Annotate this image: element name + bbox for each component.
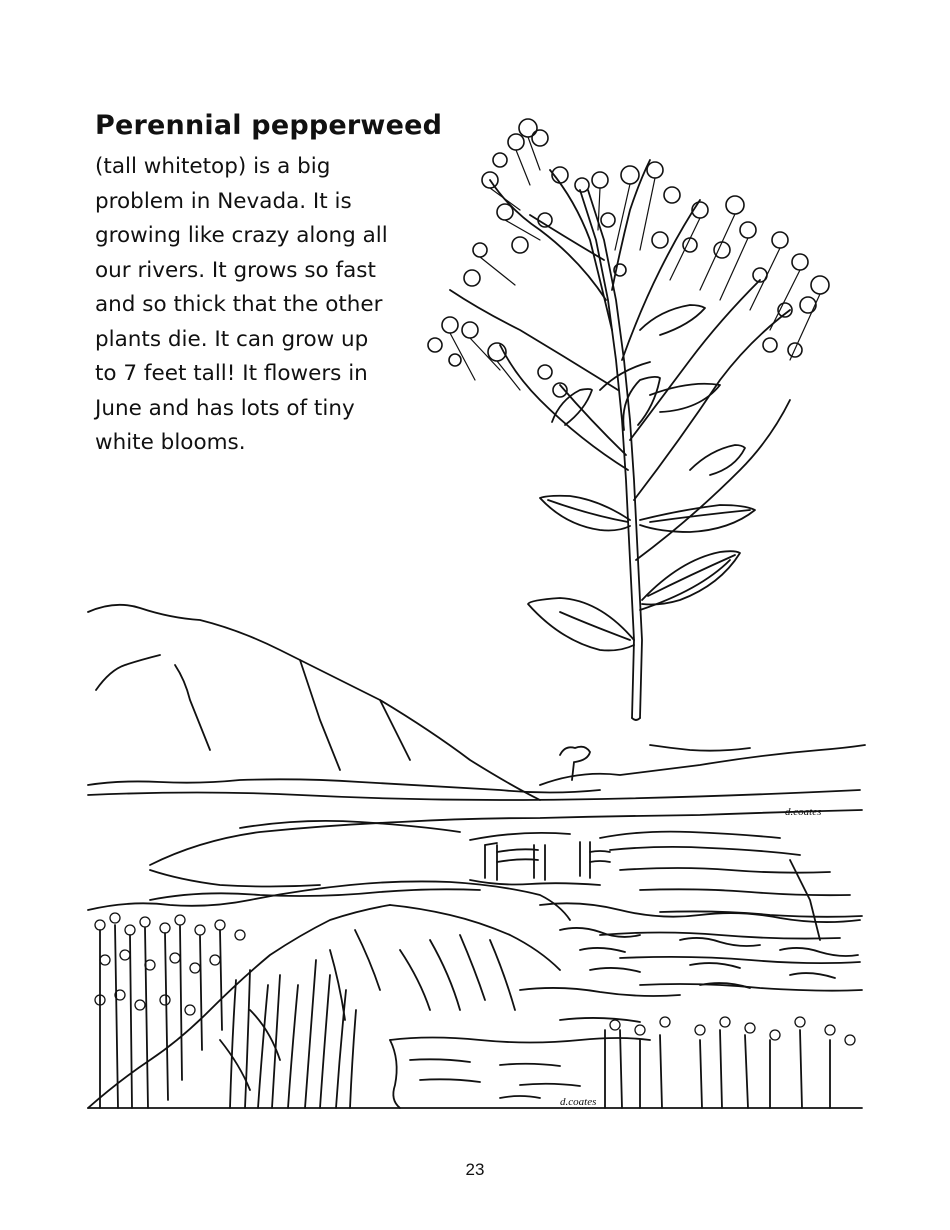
paragraph-line: growing like crazy along all	[95, 223, 388, 248]
paragraph-line: June and has lots of tiny	[95, 395, 355, 421]
mountain-range	[88, 605, 865, 800]
paragraph-line: (tall whitetop) is a big	[95, 154, 331, 179]
paragraph-line: to 7 feet tall! It flowers in	[95, 361, 368, 386]
page-number: 23	[465, 1160, 485, 1179]
river-landscape	[150, 810, 862, 991]
paragraph-line: white blooms.	[95, 430, 246, 455]
artist-signature: d.coates	[560, 1096, 597, 1108]
paragraph-line: and so thick that the other	[95, 292, 383, 317]
paragraph-line: plants die. It can grow up	[95, 326, 369, 352]
artist-signature: d.coates	[785, 806, 822, 818]
paragraph-line: problem in Nevada. It is	[95, 188, 352, 214]
pepperweed-plant	[428, 119, 829, 720]
page-title: Perennial pepperweed	[95, 110, 443, 141]
paragraph-line: our rivers. It grows so fast	[95, 257, 376, 283]
foreground-vegetation	[88, 881, 862, 1108]
